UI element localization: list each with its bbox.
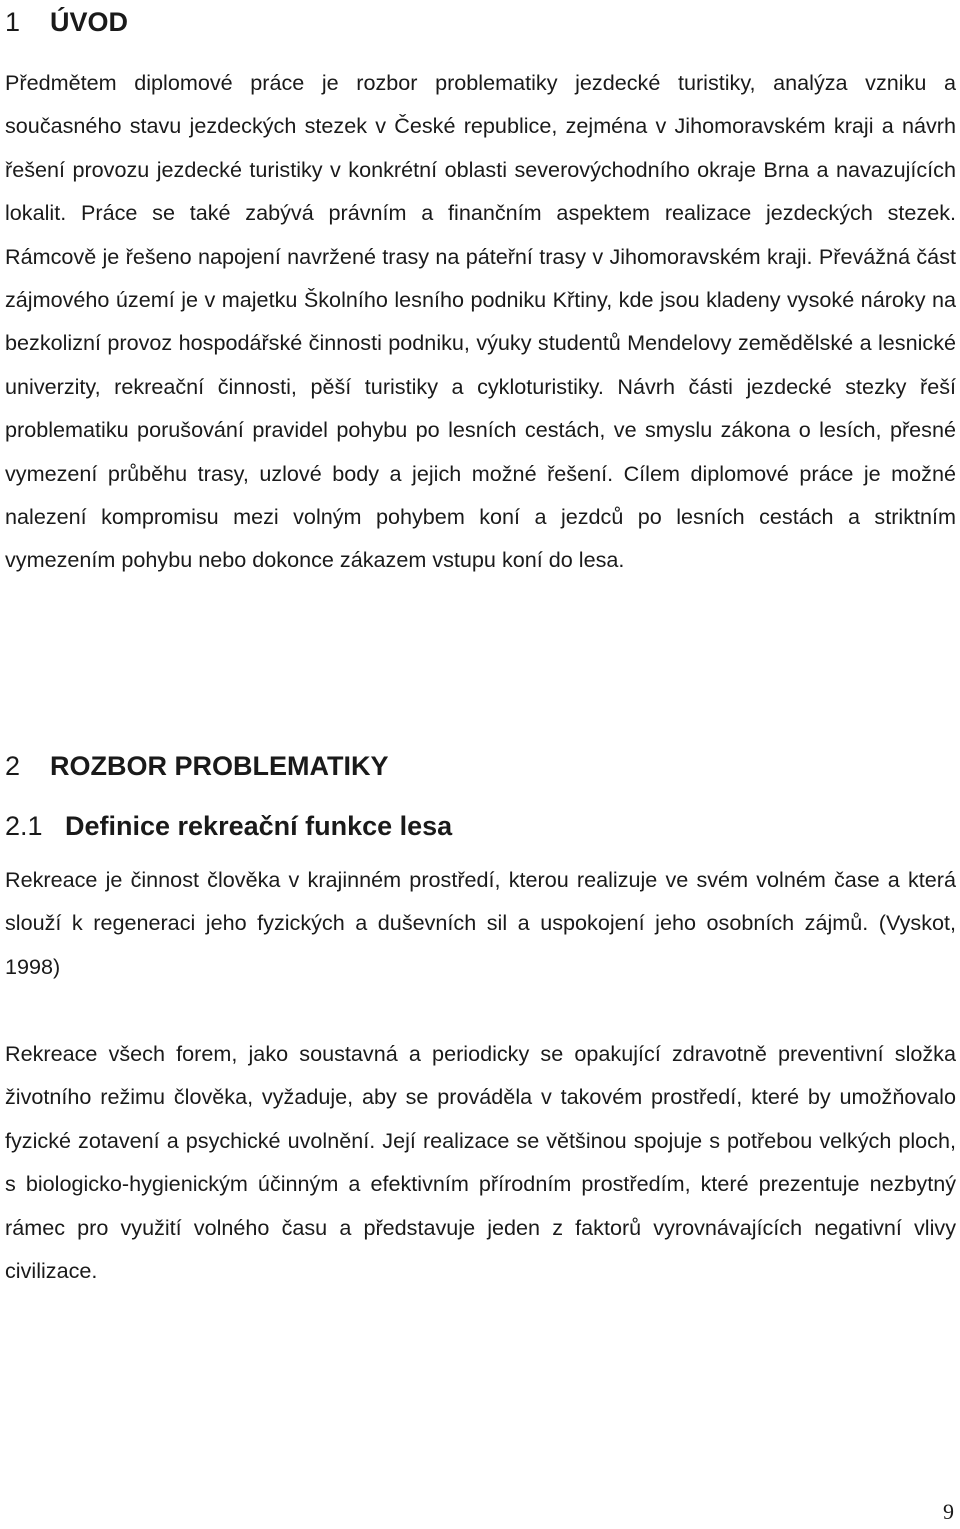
page-number: 9: [943, 1499, 954, 1524]
section-number: 2.1: [5, 811, 43, 841]
section-heading-definice: [5, 806, 452, 846]
definice-paragraph-2: Rekreace všech forem, jako soustavná a periodicky se opakující zdravotně preventivní složka životního režimu člověka, vyžaduje, aby se prováděla v takovém prostředí, které by umožňovalo fyzické zotavení a psychické uvolnění. Její realizace se většinou spojuje s potřebou velkých ploch, s biologicko-hygienickým účinným a efektivním přírodním prostředím, které prezentuje nezbytný rámec pro využití volného času a představuje jeden z faktorů vyrovnávajících negativní vlivy civilizace.: [5, 1041, 956, 1284]
chapter-heading-uvod: [5, 2, 128, 42]
uvod-paragraph: Předmětem diplomové práce je rozbor problematiky jezdecké turistiky, analýza vzniku a současného stavu jezdeckých stezek v České republice, zejména v Jihomoravském kraji a návrh řešení provozu jezdecké turistiky v konkrétní oblasti severovýchodního okraje Brna a navazujících lokalit. Práce se také zabývá právním a finančním aspektem realizace jezdeckých stezek. Rámcově je řešeno napojení navržené trasy na páteřní trasy v Jihomoravském kraji. Převážná část zájmového území je v majetku Školního lesního podniku Křtiny, kde jsou kladeny vysoké nároky na bezkolizní provoz hospodářské činnosti podniku, výuky studentů Mendelovy zemědělské a lesnické univerzity, rekreační činnosti, pěší turistiky a cykloturistiky. Návrh části jezdecké stezky řeší problematiku porušování pravidel pohybu po lesních cestách, ve smyslu zákona o lesích, přesné vymezení průběhu trasy, uzlové body a jejich možné řešení. Cílem diplomové práce je možné nalezení kompromisu mezi volným pohybem koní a jezdců po lesních cestách a striktním vymezením pohybu nebo dokonce zákazem vstupu koní do lesa.: [5, 70, 956, 573]
chapter-title: ÚVOD: [50, 7, 129, 37]
section-title: Definice rekreační funkce lesa: [65, 811, 453, 841]
chapter-number: 1: [5, 7, 21, 37]
chapter-heading-rozbor: [5, 746, 389, 786]
definice-paragraph-1: Rekreace je činnost člověka v krajinném prostředí, kterou realizuje ve svém volném čase a která slouží k regeneraci jeho fyzických a duševních sil a uspokojení jeho osobních zájmů. (Vyskot, 1998): [5, 867, 956, 979]
chapter-title: ROZBOR PROBLEMATIKY: [50, 751, 389, 781]
chapter-number: 2: [5, 751, 21, 781]
